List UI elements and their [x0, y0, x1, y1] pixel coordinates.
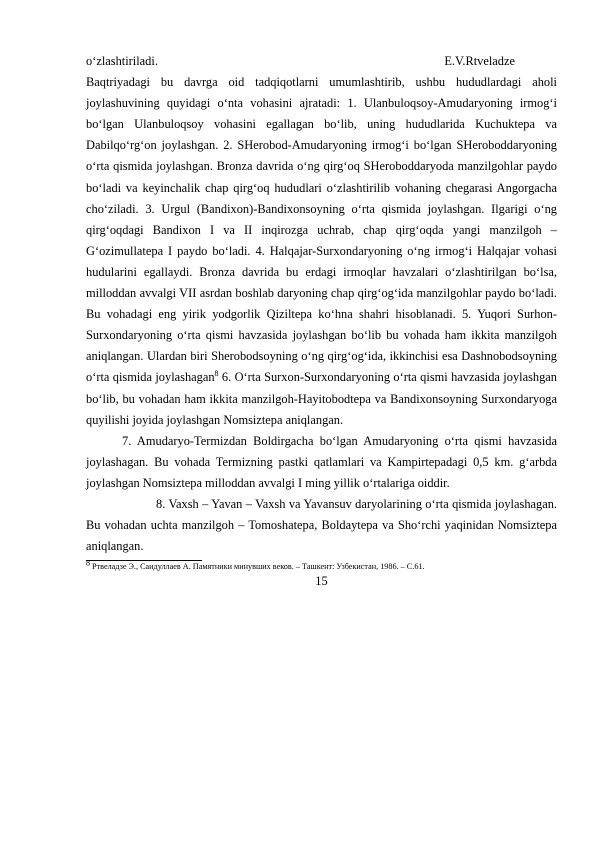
paragraph-regions-text: Baqtriyadagi bu davrga oid tadqiqotlarni umumlashtirib, ushbu hududlardagi aholi joylashuvining quyidagi o‘nta vohasini ajratadi: 1. Ulanbuloqsoy-Amudaryoning irmog‘i bo‘lgan Ulanbuloqsoy vohasini egallagan bo‘lib, uning hududlarida Kuchuktepa va Dabilqo‘rg‘on joylashgan. 2. SHerobod-Amudaryoning irmog‘i bo‘lgan SHeroboddaryoning o‘rta qismida joylashgan. Bronza davrida o‘ng qirg‘oq SHeroboddaryoda manzilgohlar paydo bo‘ladi va keyinchalik chap qirg‘oq hududlari o‘zlashtirilib vohaning chegarasi Angorgacha cho‘ziladi. 3. Urgul (Bandixon)-Bandixonsoyning o‘rta qismida joylashgan. Ilgarigi o‘ng qirg‘oqdagi Bandixon I va II inqirozga uchrab, chap qirg‘oqda yangi manzilgoh – G‘ozimullatepa I paydo bo‘ladi. 4. Halqajar-Surxondaryoning o‘ng irmog‘i Halqajar vohasi hudularini egallaydi. Bronza davrida bu erdagi irmoqlar havzalari o‘zlashtirilgan bo‘lsa, milloddan avvalgi VII asrdan boshlab daryoning chap qirg‘og‘ida manzilgohlar paydo bo‘ladi. Bu vohadagi eng yirik yodgorlik Qiziltepa ko‘hna shahri hisoblanadi. 5. Yuqori Surhon-Surxondaryoning o‘rta qismi havzasida joylashgan bo‘lib bu vohada ham ikkita manzilgoh aniqlangan. Ulardan biri Sherobodsoyning o‘ng qirg‘og‘ida, ikkinchisi esa Dashnobodsoyning o‘rta qismida joylashagan — [86, 75, 557, 385]
footnote-text: Ртвеладзе Э., Саидуллаев А. Памятники минувших веков. – Ташкент: Узбекистан, 1986. – С.61. — [90, 562, 425, 572]
page-number: 15 — [315, 574, 328, 589]
footnote-mark: 8 — [86, 558, 90, 568]
header-line — [86, 51, 557, 72]
paragraph-amudaryo-termiz: 7. Amudaryo-Termizdan Boldirgacha bo‘lgan Amudaryoning o‘rta qismi havzasida joylashagan. Bu vohada Termizning pastki qatlamlari va Kampirtepadagi 0,5 km. g‘arbda joylashgan Nomsiztepa milloddan avvalgi I ming yillik o‘rtalariga oiddir. — [86, 433, 557, 490]
document-page — [86, 51, 557, 592]
footnote-reference: 8 — [214, 369, 219, 379]
paragraph-vaxsh-yavan: 8. Vaxsh – Yavan – Vaxsh va Yavansuv daryolarining o‘rta qismida joylashagan. Bu vohadan uchta manzilgoh – Tomoshatepa, Boldaytepa va Sho‘rchi yaqinidan Nomsiztepa aniqlangan. — [86, 496, 557, 554]
header-left-text: o‘zlashtiriladi. — [86, 54, 158, 68]
paragraph-regions-tail: 6. O‘rta Surxon-Surxondaryoning o‘rta qismi havzasida joylashgan bo‘lib, bu vohadan ham ikkita manzilgoh-Hayitobodtepa va Bandixonsoyning Surxondaryoga quyilishi joyida joylashgan Nomsiztepa aniqlangan. — [86, 370, 557, 427]
paragraph-regions — [86, 72, 557, 431]
header-author: E.V.Rtveladze — [444, 54, 515, 68]
